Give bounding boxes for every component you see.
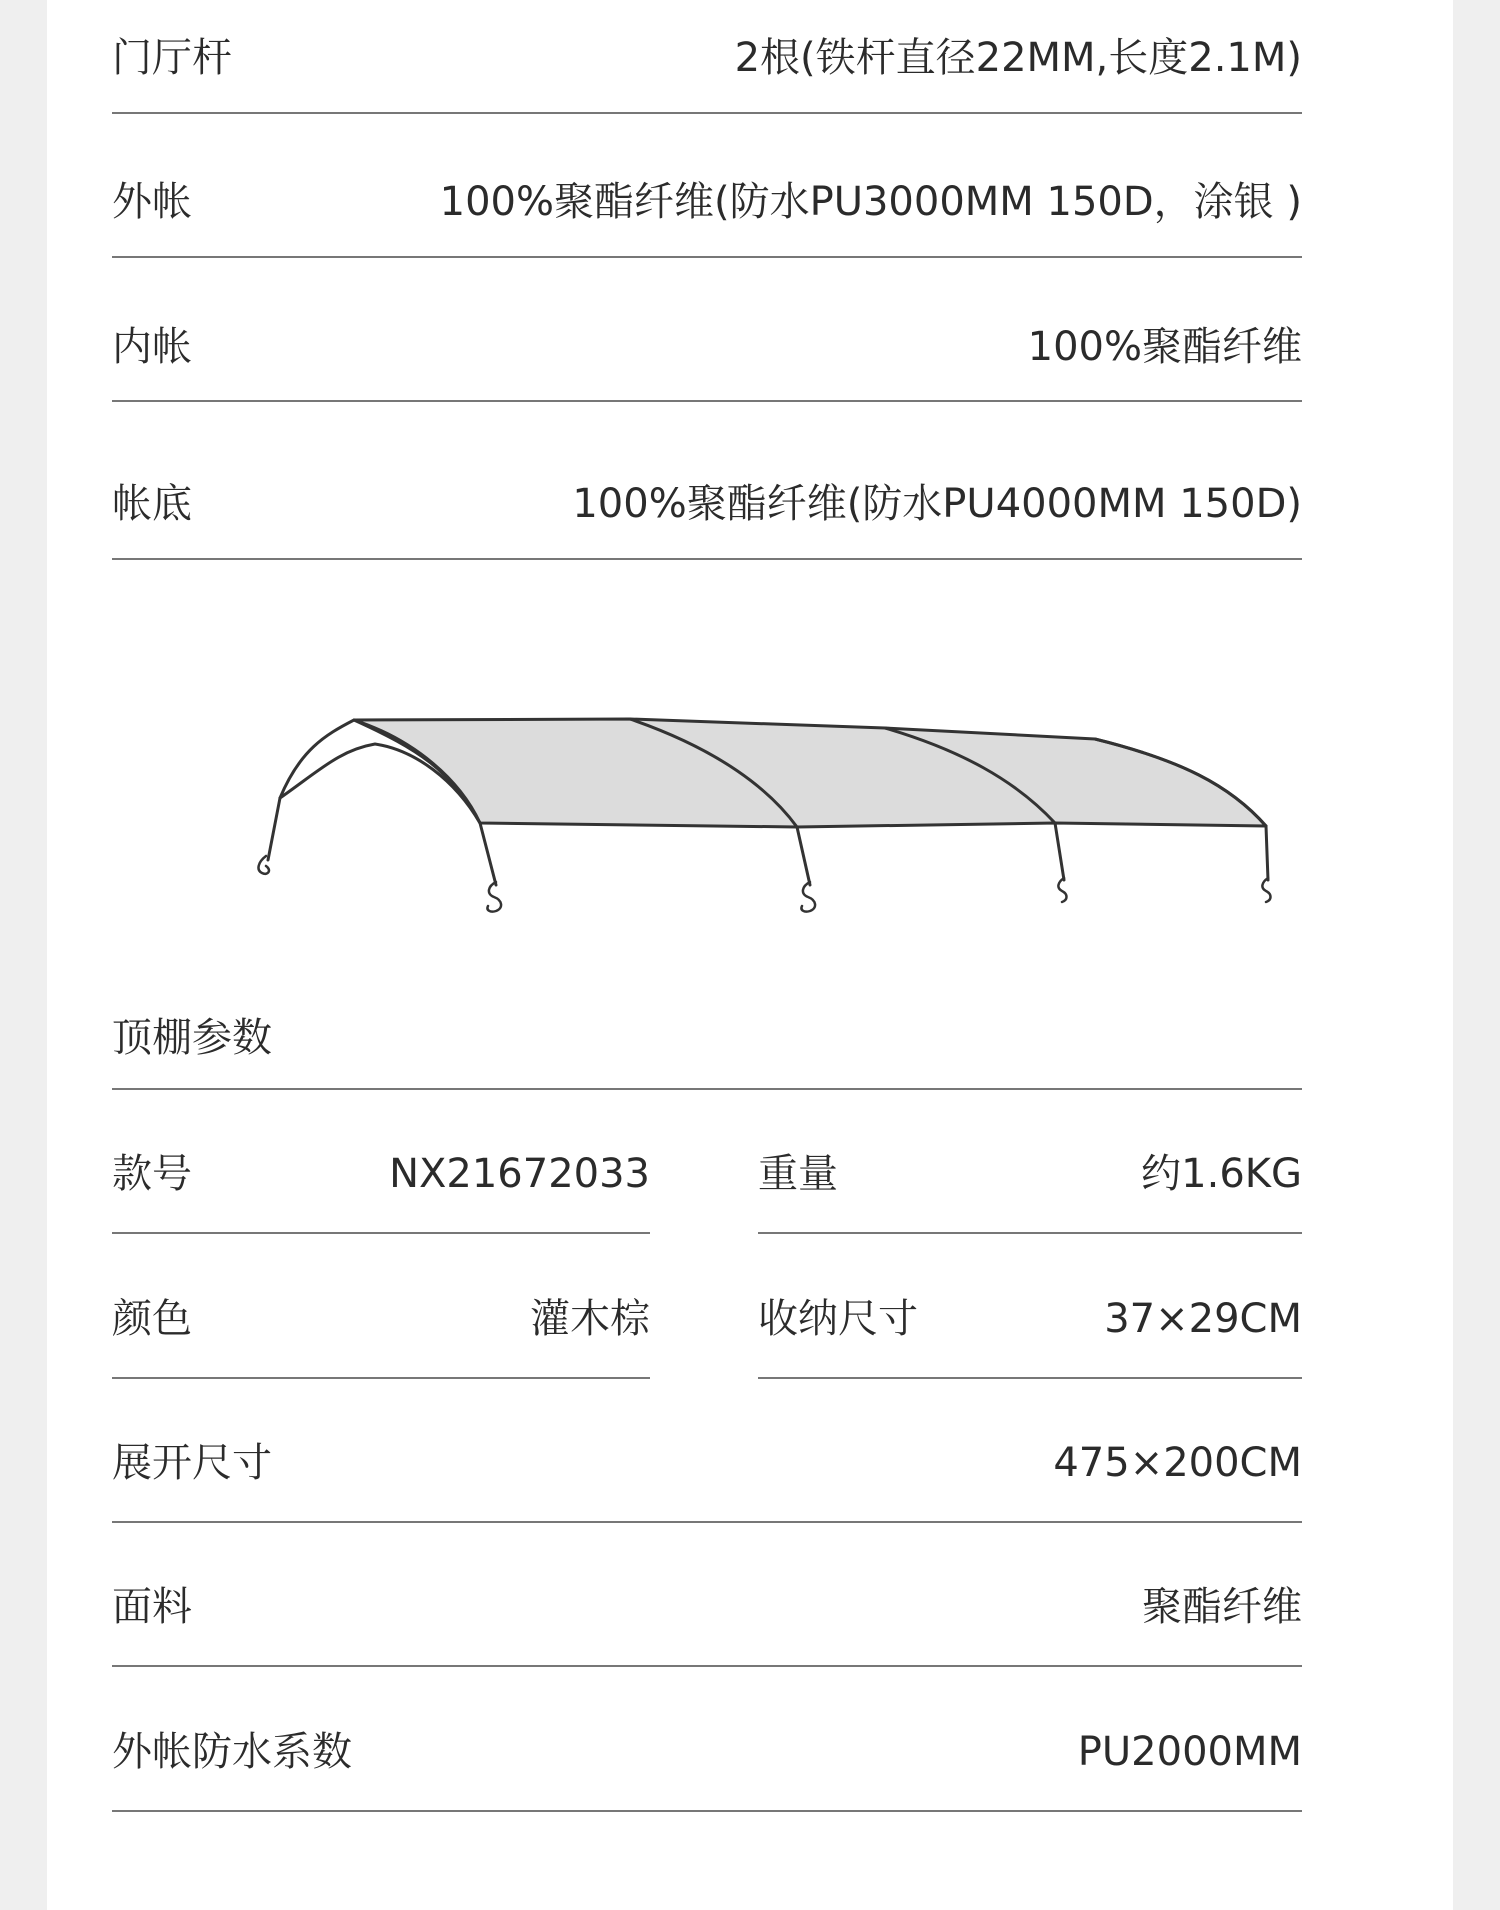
spec-value: 100%聚酯纤维(防水PU4000MM 150D) — [572, 481, 1302, 527]
spec-row-open-size — [112, 1440, 1302, 1523]
spec-label: 外帐防水系数 — [112, 1729, 352, 1775]
spec-value: 100%聚酯纤维 — [1027, 324, 1302, 370]
spec-row-style-no — [112, 1151, 650, 1234]
spec-row-floor — [112, 482, 1302, 560]
spec-label: 款号 — [112, 1151, 192, 1197]
spec-value: 灌木棕 — [530, 1296, 650, 1342]
spec-row-vestibule-pole — [112, 30, 1302, 114]
spec-label: 帐底 — [112, 481, 192, 527]
spec-label: 重量 — [758, 1151, 838, 1197]
spec-value: 聚酯纤维 — [1142, 1584, 1302, 1630]
section-title-canopy — [112, 1012, 1302, 1090]
spec-value: 37×29CM — [1104, 1296, 1302, 1342]
spec-label: 面料 — [112, 1584, 192, 1630]
spec-row-outer-tent — [112, 180, 1302, 258]
section-title: 顶棚参数 — [112, 1015, 272, 1061]
spec-row-packed-size — [758, 1296, 1302, 1379]
spec-label: 收纳尺寸 — [758, 1296, 918, 1342]
spec-value: 2根(铁杆直径22MM,长度2.1M) — [734, 35, 1302, 81]
canopy-icon — [200, 680, 1300, 940]
spec-row-waterproof — [112, 1729, 1302, 1812]
spec-row-inner-tent — [112, 325, 1302, 402]
spec-value: 475×200CM — [1053, 1440, 1302, 1486]
spec-value: PU2000MM — [1077, 1729, 1302, 1775]
spec-label: 外帐 — [112, 179, 192, 225]
spec-value: 100%聚酯纤维(防水PU3000MM 150D，涂银 ) — [439, 179, 1302, 225]
spec-value: 约1.6KG — [1141, 1151, 1302, 1197]
spec-label: 颜色 — [112, 1296, 192, 1342]
spec-value: NX21672033 — [389, 1151, 650, 1197]
spec-label: 门厅杆 — [112, 35, 232, 81]
spec-row-color — [112, 1296, 650, 1379]
spec-row-weight — [758, 1151, 1302, 1234]
spec-label: 内帐 — [112, 324, 192, 370]
spec-row-fabric — [112, 1584, 1302, 1667]
spec-label: 展开尺寸 — [112, 1440, 272, 1486]
